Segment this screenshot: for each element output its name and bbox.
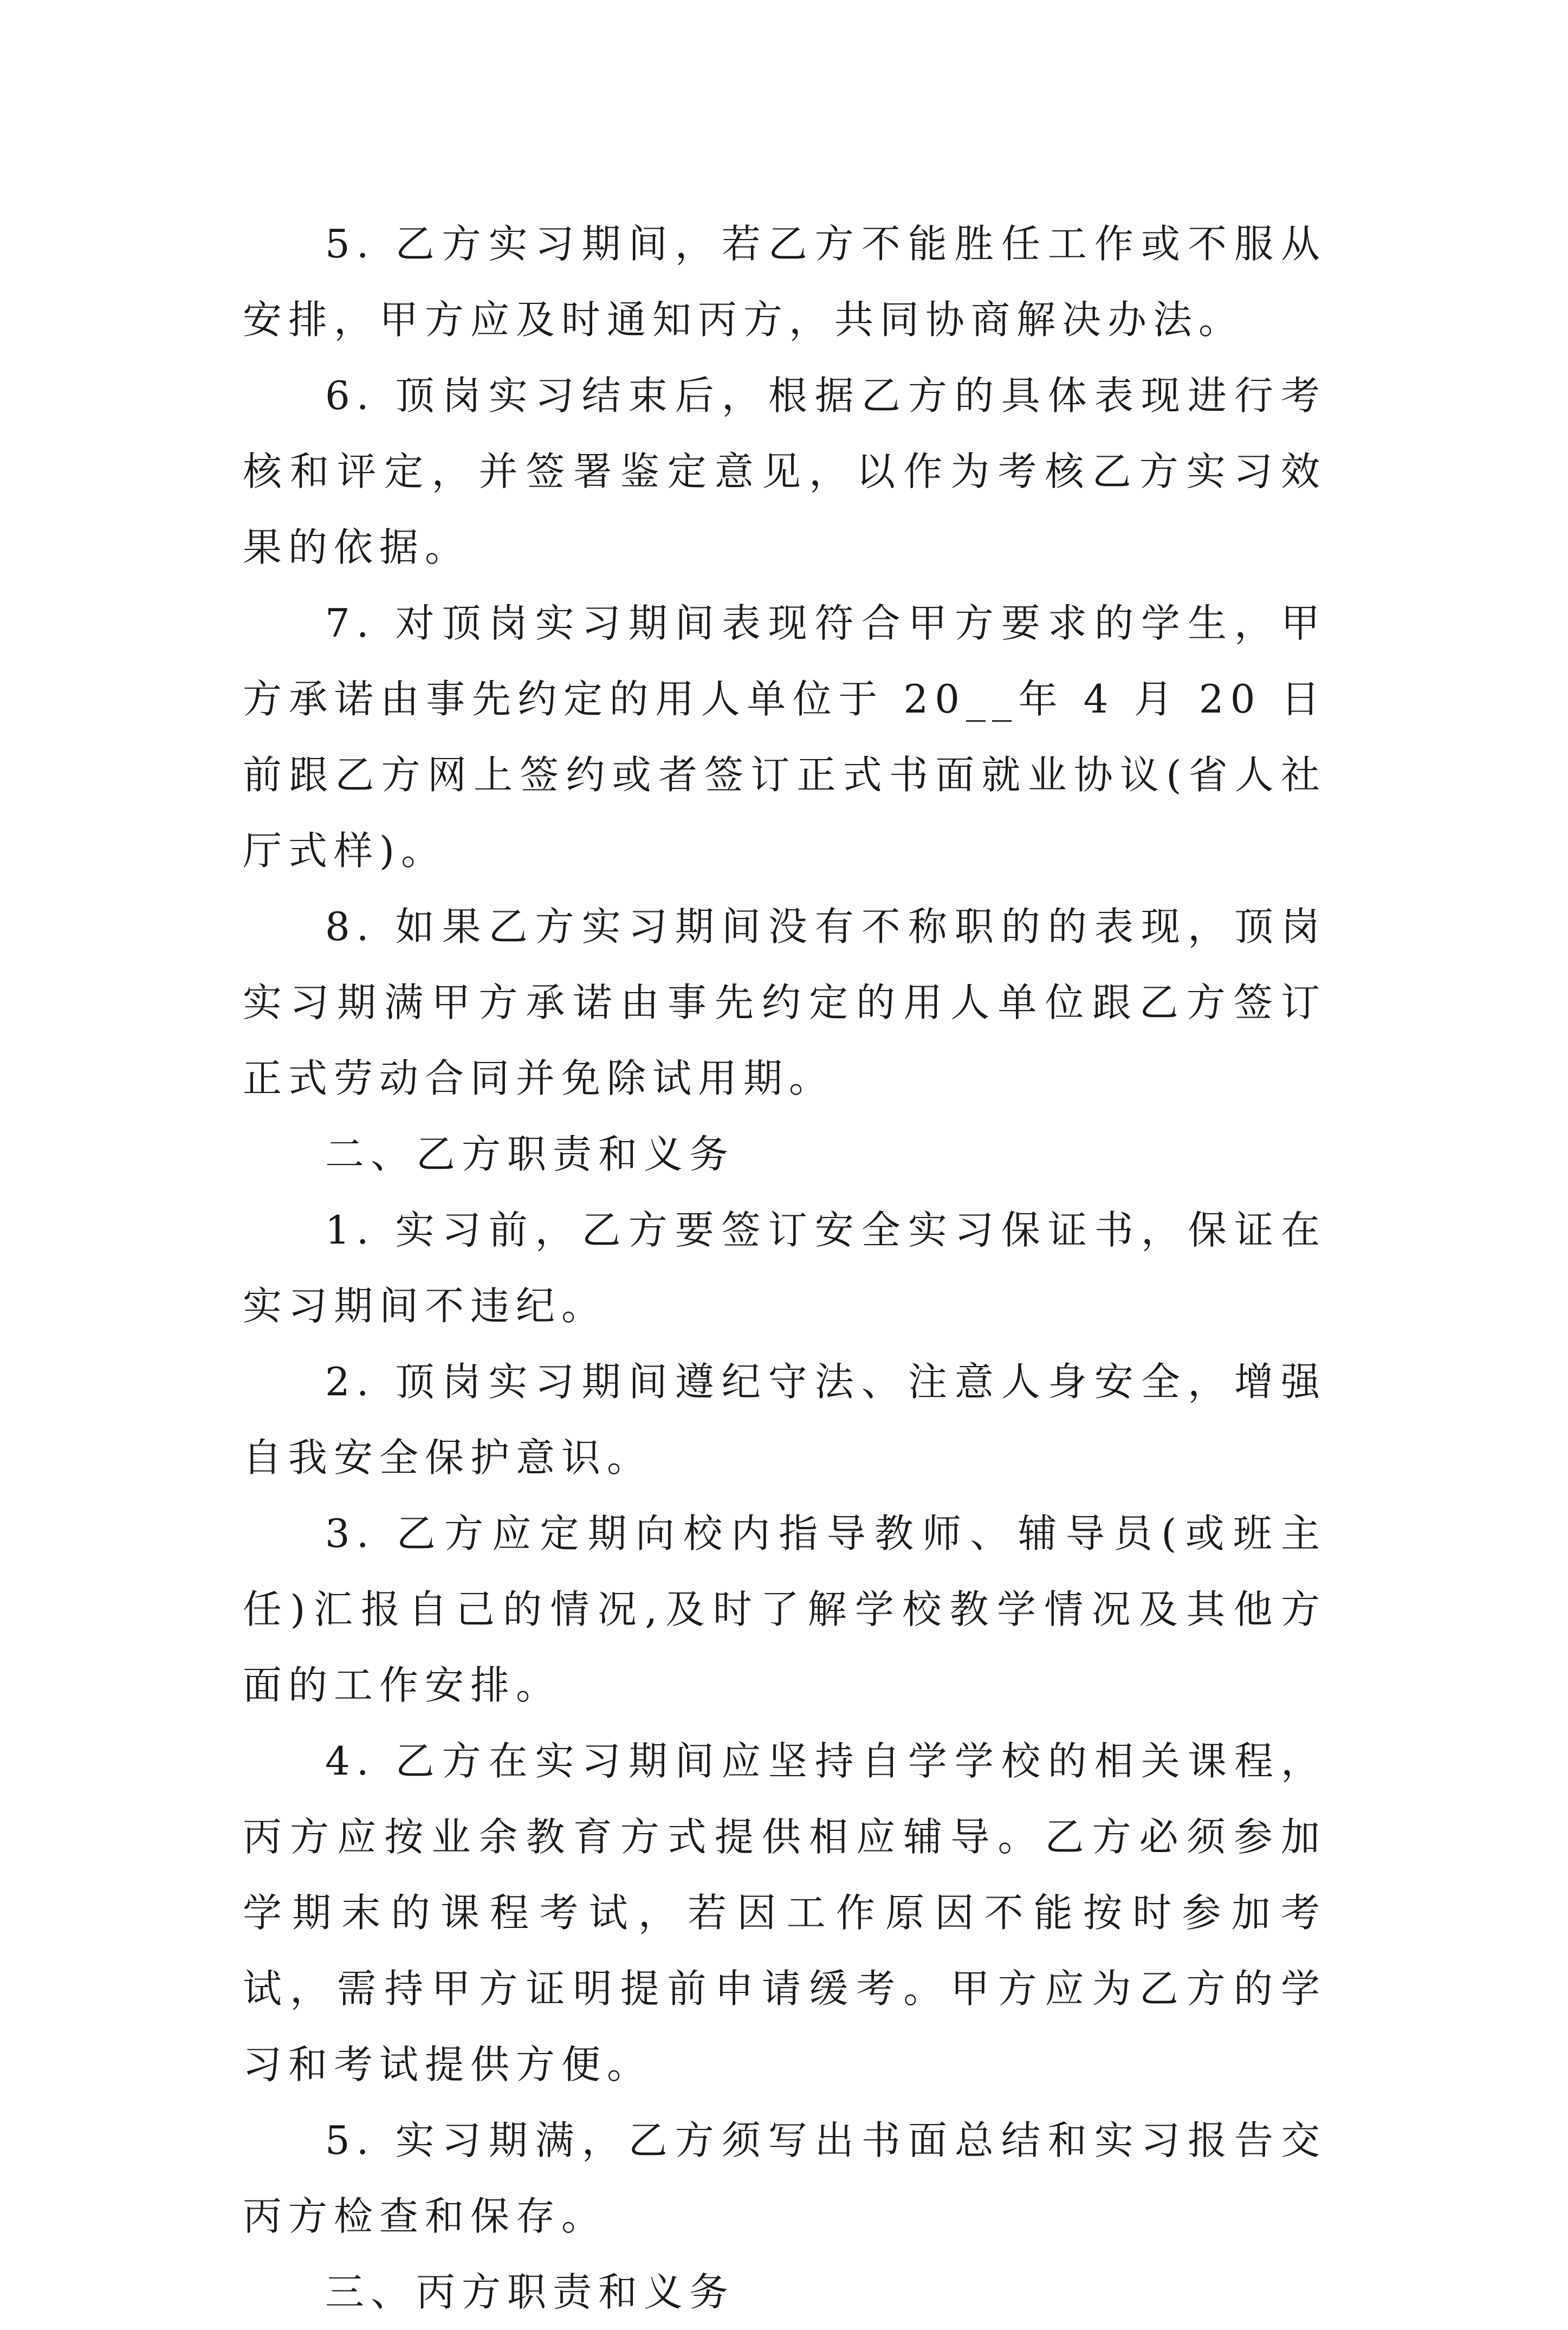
clause-b2: 2. 顶岗实习期间遵纪守法、注意人身安全，增强自我安全保护意识。 [243, 1359, 1326, 1480]
clause-a6: 6. 顶岗实习结束后，根据乙方的具体表现进行考核和评定，并签署鉴定意见，以作为考核乙方实习效果的依据。 [243, 373, 1326, 570]
section-heading-party-c: 三、丙方职责和义务 [325, 2269, 735, 2315]
clause-a7: 7. 对顶岗实习期间表现符合甲方要求的学生，甲方承诺由事先约定的用人单位于 20__年 4 月 20 日前跟乙方网上签约或者签订正式书面就业协议(省人社厅式样)。 [243, 600, 1326, 873]
section-heading-party-b: 二、乙方职责和义务 [325, 1131, 735, 1177]
clause-b4: 4. 乙方在实习期间应坚持自学学校的相关课程，丙方应按业余教育方式提供相应辅导。乙方必须参加学期末的课程考试，若因工作原因不能按时参加考试，需持甲方证明提前申请缓考。甲方应为乙方的学习和考试提供方便。 [243, 1738, 1326, 2087]
clause-b1: 1. 实习前，乙方要签订安全实习保证书，保证在实习期间不违纪。 [243, 1207, 1326, 1329]
clause-b5: 5. 实习期满，乙方须写出书面总结和实习报告交丙方检查和保存。 [243, 2118, 1326, 2239]
clause-b3: 3. 乙方应定期向校内指导教师、辅导员(或班主任)汇报自己的情况,及时了解学校教学情况及其他方面的工作安排。 [243, 1511, 1326, 1708]
document-body [243, 206, 1326, 2330]
clause-a5: 5. 乙方实习期间，若乙方不能胜任工作或不服从安排，甲方应及时通知丙方，共同协商解决办法。 [243, 221, 1326, 342]
clause-a8: 8. 如果乙方实习期间没有不称职的的表现，顶岗实习期满甲方承诺由事先约定的用人单位跟乙方签订正式劳动合同并免除试用期。 [243, 904, 1326, 1101]
